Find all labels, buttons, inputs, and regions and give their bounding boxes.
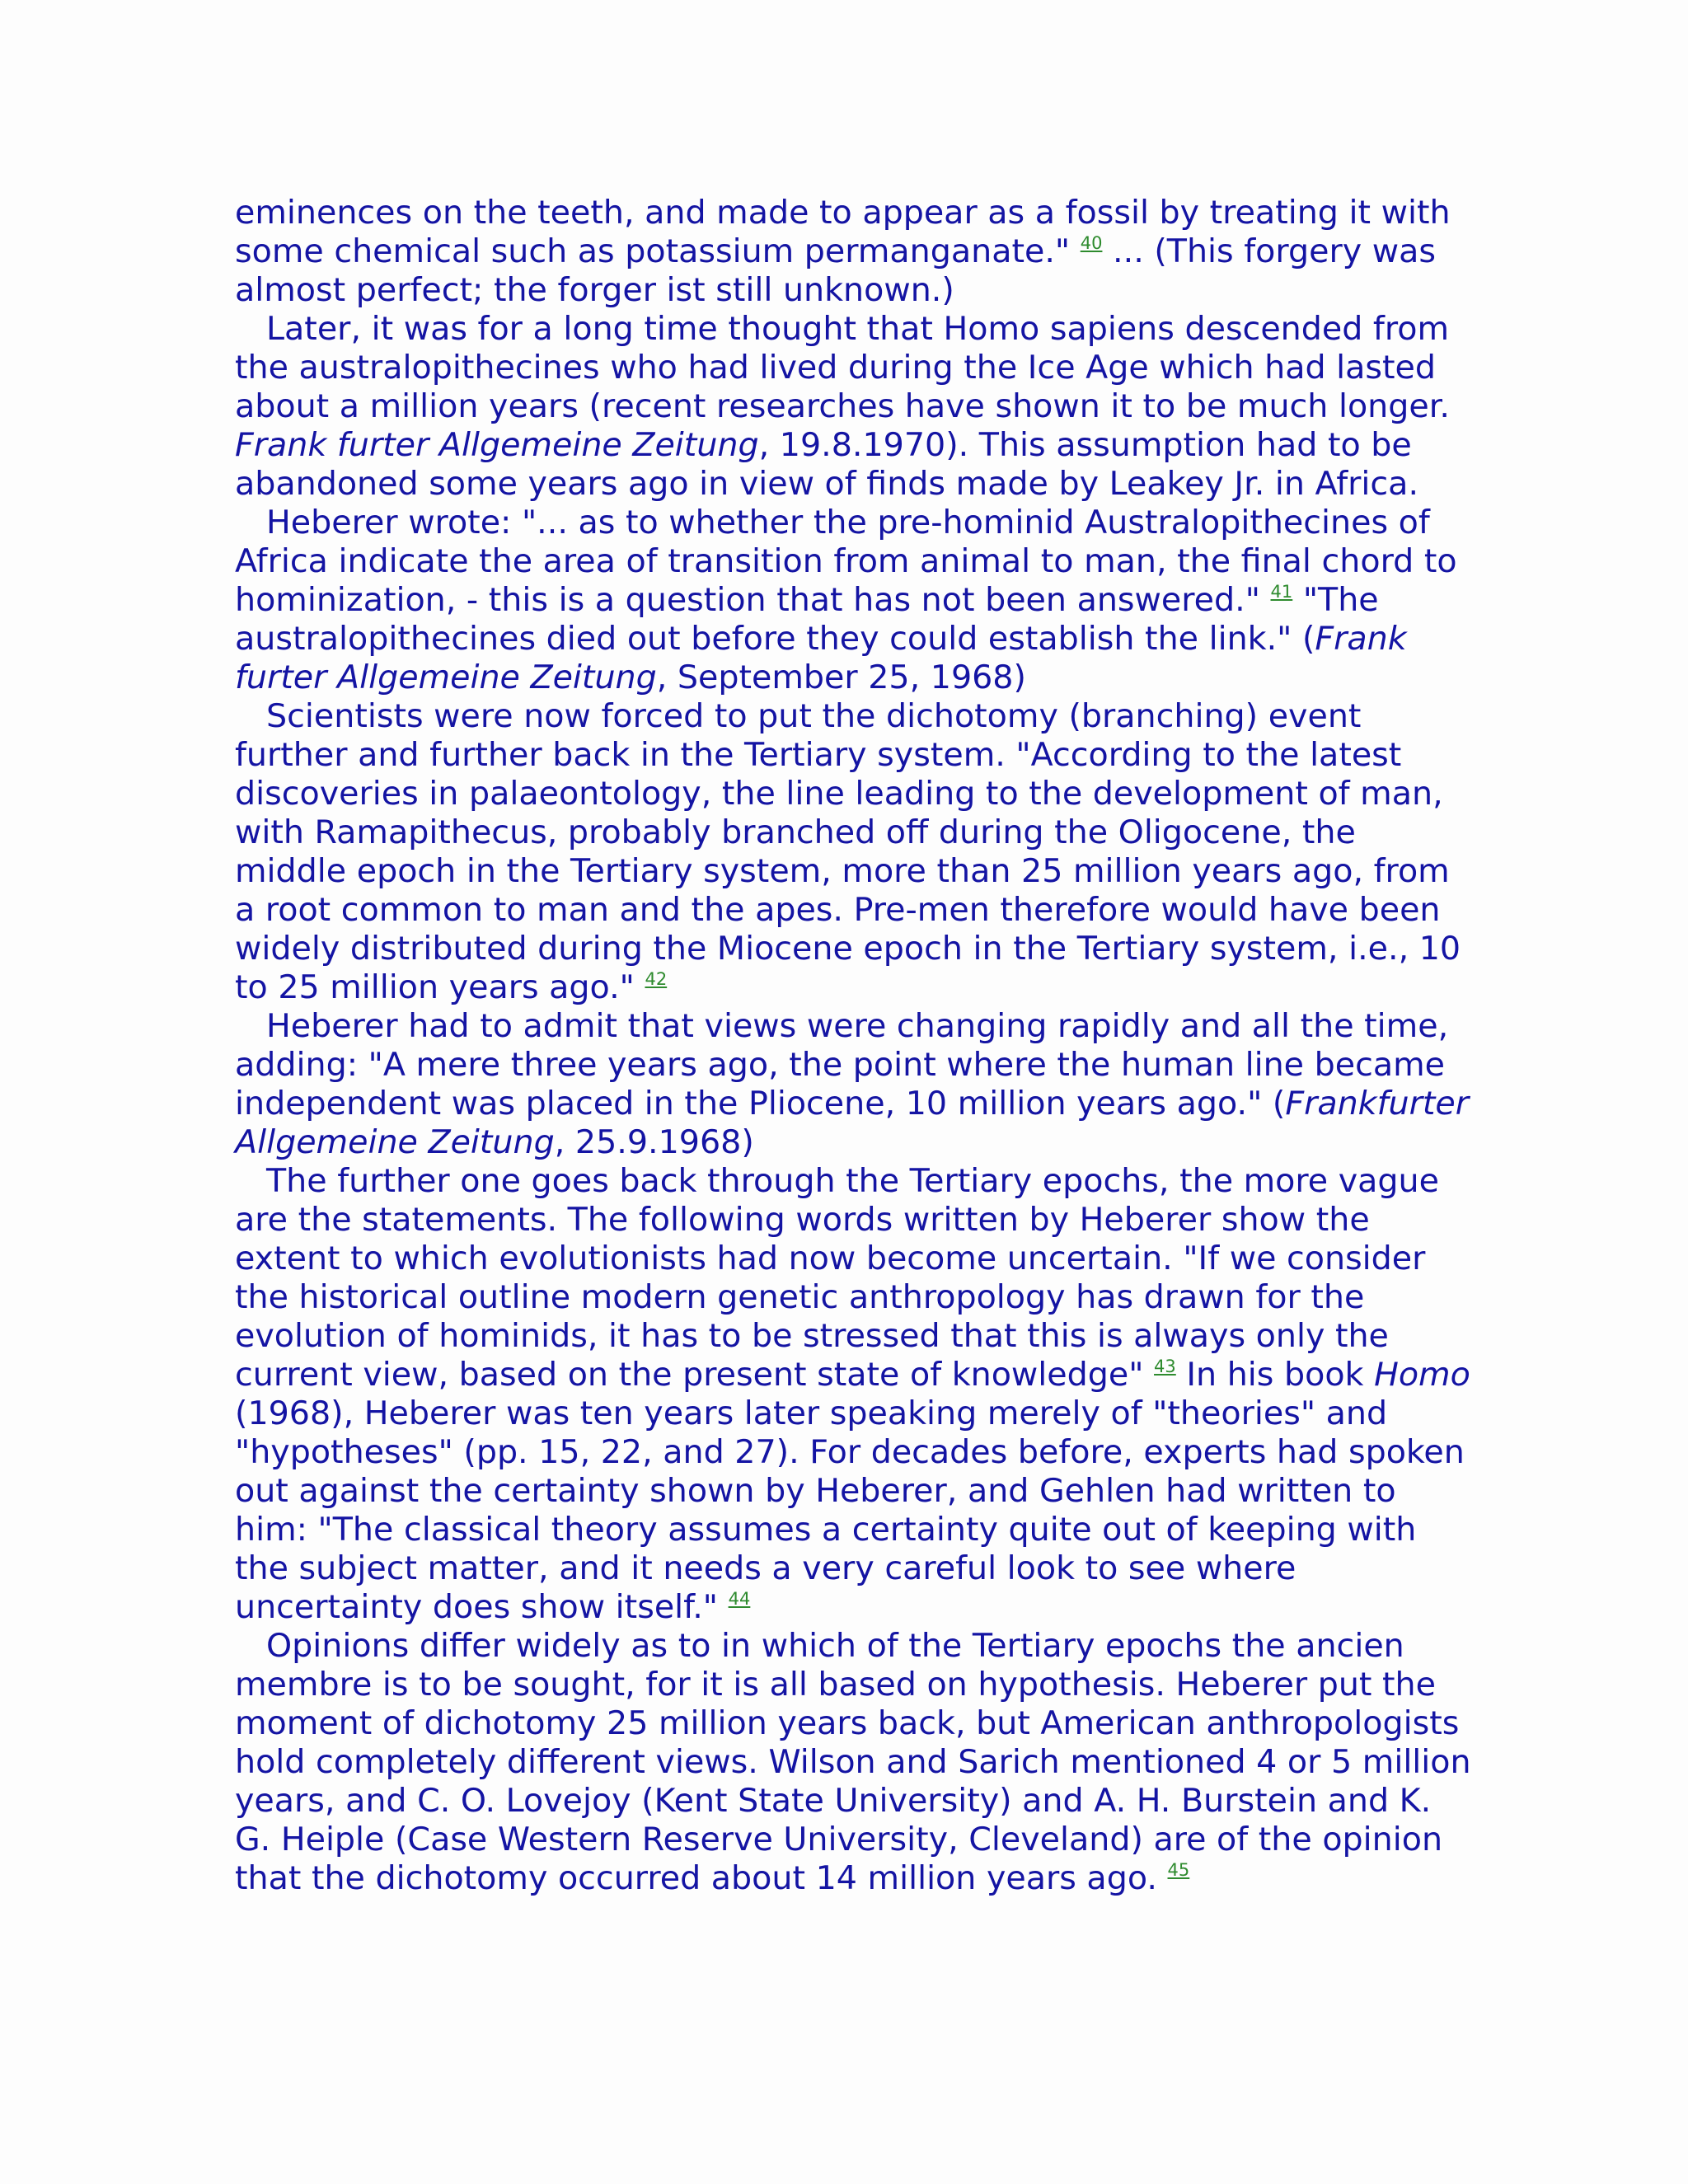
paragraph-text: (1968), Heberer was ten years later speaking merely of "theories" and "hypotheses" (pp. 15, 22, and 27). For decades before, experts had spoken out against the certainty shown by Heberer, and Gehlen had written to him: "The classical theory assumes a certainty quite out of keeping with the subject matter, and it needs a very careful look to see where uncertainty does show itself." [235,1394,1465,1626]
paragraph-text: Heberer wrote: "... as to whether the pre-hominid Australopithecines of Africa indicate the area of transition from animal to man, the final chord to hominization, - this is a question that has not been answered." [235,504,1457,619]
paragraph-text: The further one goes back through the Tertiary epochs, the more vague are the statements. The following words written by Heberer show the extent to which evolutionists had now become uncertain. "If we consider the historical outline modern genetic anthropology has drawn for the evolution of hominids, it has to be stressed that this is always only the current view, based on the present state of knowledge" [235,1162,1439,1394]
paragraph-7 [235,1627,1475,1898]
paragraph-text: ... (This forgery was almost perfect; the forger ist still unknown.) [235,232,1436,309]
footnote-link-43[interactable]: 43 [1154,1357,1176,1376]
footnote-link-41[interactable]: 41 [1270,582,1293,602]
footnote-link-44[interactable]: 44 [728,1589,751,1609]
paragraph-text: , 25.9.1968) [554,1123,754,1161]
paragraph-5 [235,1007,1475,1162]
footnote-link-42[interactable]: 42 [645,969,668,989]
paragraph-6 [235,1162,1475,1627]
book-title: Homo [1374,1356,1470,1394]
citation-title: Frank furter Allgemeine Zeitung [235,426,759,464]
citation-title: Frank furter Allgemeine Zeitung [235,620,1407,696]
paragraph-4 [235,697,1475,1007]
paragraph-text: In his book [1186,1356,1364,1394]
document-page [235,194,1475,1898]
paragraph-text: Scientists were now forced to put the dichotomy (branching) event further and further back in the Tertiary system. "According to the latest discoveries in palaeontology, the line leading to the development of man, with Ramapithecus, probably branched off during the Oligocene, the middle epoch in the Tertiary system, more than 25 million years ago, from a root common to man and the apes. Pre-men therefore would have been widely distributed during the Miocene epoch in the Tertiary system, i.e., 10 to 25 million years ago." [235,697,1461,1006]
paragraph-1 [235,194,1475,310]
paragraph-text: Heberer had to admit that views were changing rapidly and all the time, adding: "A mere three years ago, the point where the human line became independent was placed in the Pliocene, 10 million years ago." ( [235,1007,1449,1122]
paragraph-text: Later, it was for a long time thought that Homo sapiens descended from the australopithecines who had lived during the Ice Age which had lasted about a million years (recent researches have shown it to be much longer. [235,310,1450,425]
citation-title: Frankfurter Allgemeine Zeitung [235,1085,1470,1161]
footnote-link-40[interactable]: 40 [1080,233,1103,253]
paragraph-text: eminences on the teeth, and made to appear as a fossil by treating it with some chemical such as potassium permanganate." [235,194,1451,270]
paragraph-text: , September 25, 1968) [656,658,1026,696]
footnote-link-45[interactable]: 45 [1167,1860,1190,1880]
paragraph-text: , 19.8.1970). This assumption had to be abandoned some years ago in view of finds made by Leakey Jr. in Africa. [235,426,1419,503]
paragraph-text: "The australopithecines died out before they could establish the link." ( [235,581,1379,658]
paragraph-2 [235,310,1475,504]
paragraph-3 [235,504,1475,697]
paragraph-text: Opinions differ widely as to in which of the Tertiary epochs the ancien membre is to be sought, for it is all based on hypothesis. Heberer put the moment of dichotomy 25 million years back, but American anthropologists hold completely different views. Wilson and Sarich mentioned 4 or 5 million years, and C. O. Lovejoy (Kent State University) and A. H. Burstein and K. G. Heiple (Case Western Reserve University, Cleveland) are of the opinion that the dichotomy occurred about 14 million years ago. [235,1627,1471,1897]
